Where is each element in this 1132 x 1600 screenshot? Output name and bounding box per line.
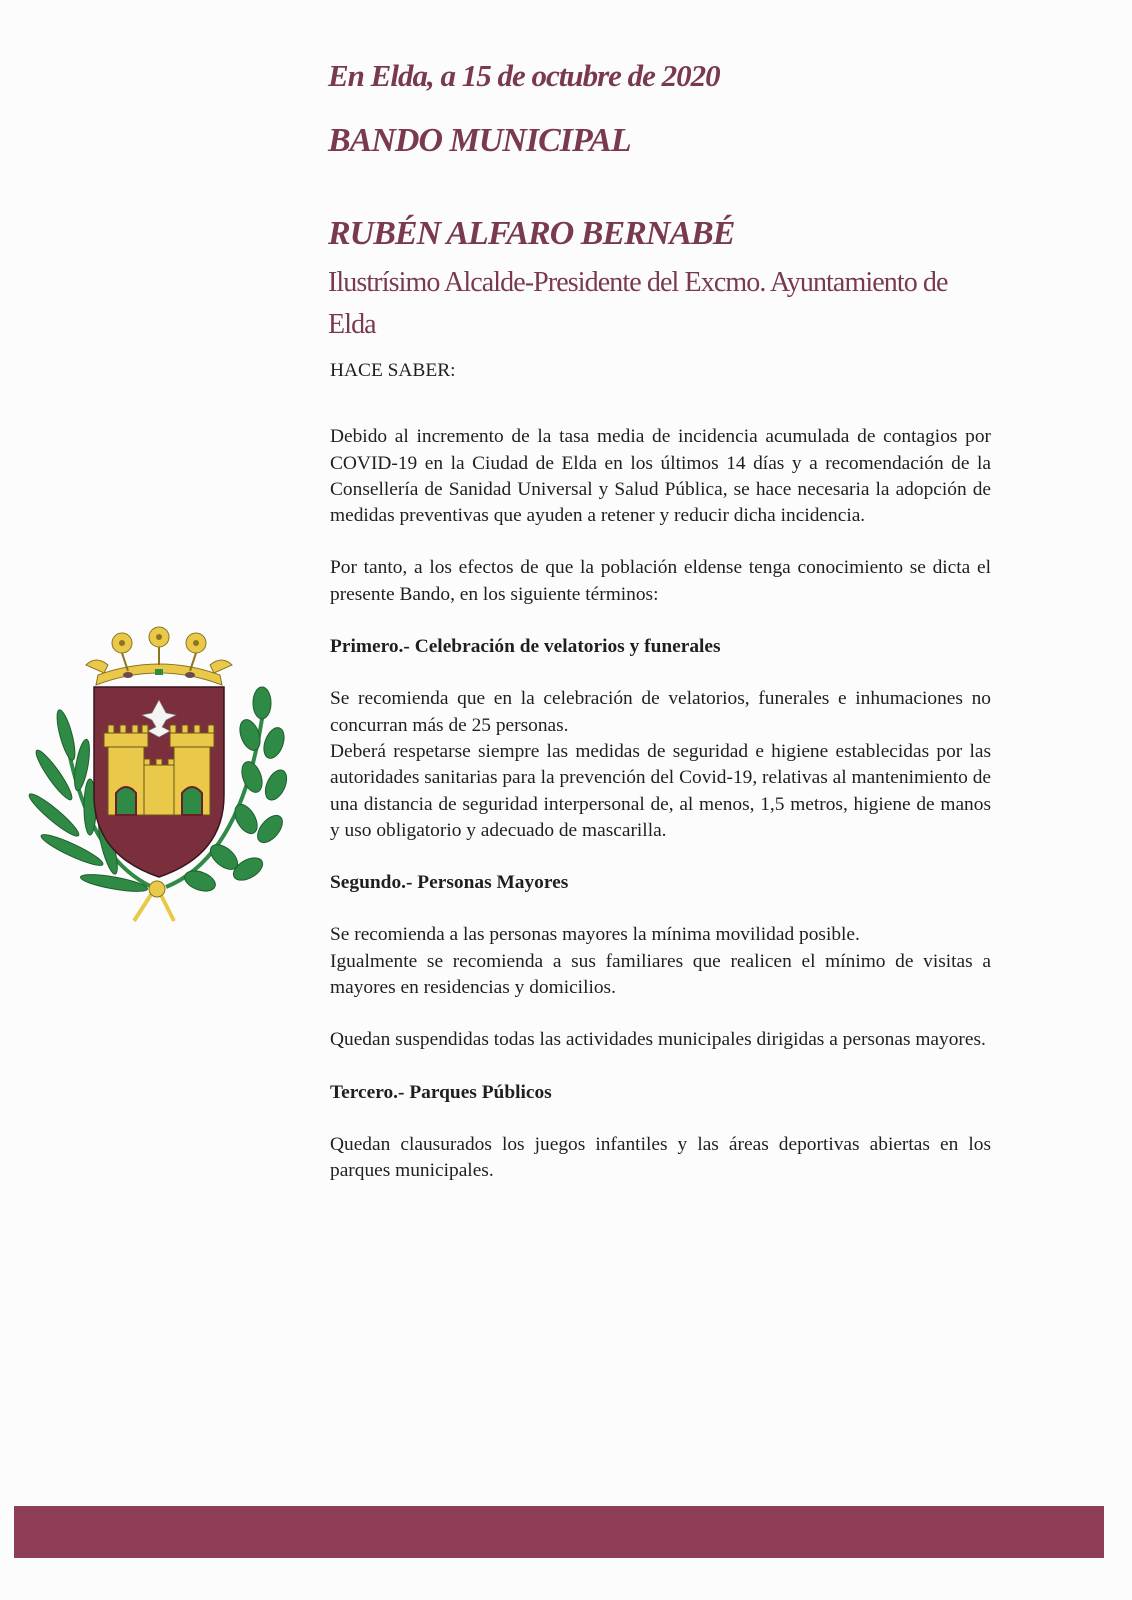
section-paragraph: Quedan suspendidas todas las actividades municipales dirigidas a personas mayores. <box>330 1029 986 1051</box>
document-title: BANDO MUNICIPAL <box>328 122 631 159</box>
section-paragraph: Quedan clausurados los juegos infantiles y las áreas deportivas abiertas en los parques municipales. <box>330 1133 991 1182</box>
gate-right-icon <box>182 787 202 815</box>
mayor-role: Ilustrísimo Alcalde-Presidente del Excmo. Ayuntamiento de Elda <box>328 267 948 340</box>
intro-paragraph: Debido al incremento de la tasa media de incidencia acumulada de contagios por COVID-19 en la Ciudad de Elda en los últimos 14 días y a recomendación de la Consellería de Sanidad Universal y Salud Pública, se hace necesaria la adopción de medidas preventivas que ayuden a retener y reducir dicha incidencia. <box>330 426 991 527</box>
section-paragraph: Se recomienda que en la celebración de velatorios, funerales e inhumaciones no concurran más de 25 personas. <box>330 688 991 736</box>
coat-of-arms-icon <box>24 625 294 925</box>
footer-bar <box>14 1506 1104 1558</box>
section-heading-tercero: Tercero.- Parques Públicos <box>330 1081 552 1103</box>
section-paragraph: Deberá respetarse siempre las medidas de seguridad e higiene establecidas por las autoridades sanitarias para la prevención del Covid-19, relativas al mantenimiento de una distancia de seguridad interpersonal de, al menos, 1,5 metros, higiene de manos y uso obligatorio y adecuado de mascarilla. <box>330 740 991 841</box>
preamble-paragraph: Por tanto, a los efectos de que la población eldense tenga conocimiento se dicta el presente Bando, en los siguiente términos: <box>330 557 991 605</box>
mayor-name: RUBÉN ALFARO BERNABÉ <box>328 215 735 252</box>
announce-text: HACE SABER: <box>330 360 456 381</box>
section-paragraph: Igualmente se recomienda a sus familiares que realicen el mínimo de visitas a mayores en residencias y domicilios. <box>330 950 991 999</box>
section-paragraph: Se recomienda a las personas mayores la mínima movilidad posible. <box>330 924 860 946</box>
gate-left-icon <box>116 787 136 815</box>
date-line: En Elda, a 15 de octubre de 2020 <box>328 58 720 93</box>
section-heading-primero: Primero.- Celebración de velatorios y funerales <box>330 636 721 658</box>
section-heading-segundo: Segundo.- Personas Mayores <box>330 872 569 894</box>
document-body <box>330 358 991 1185</box>
